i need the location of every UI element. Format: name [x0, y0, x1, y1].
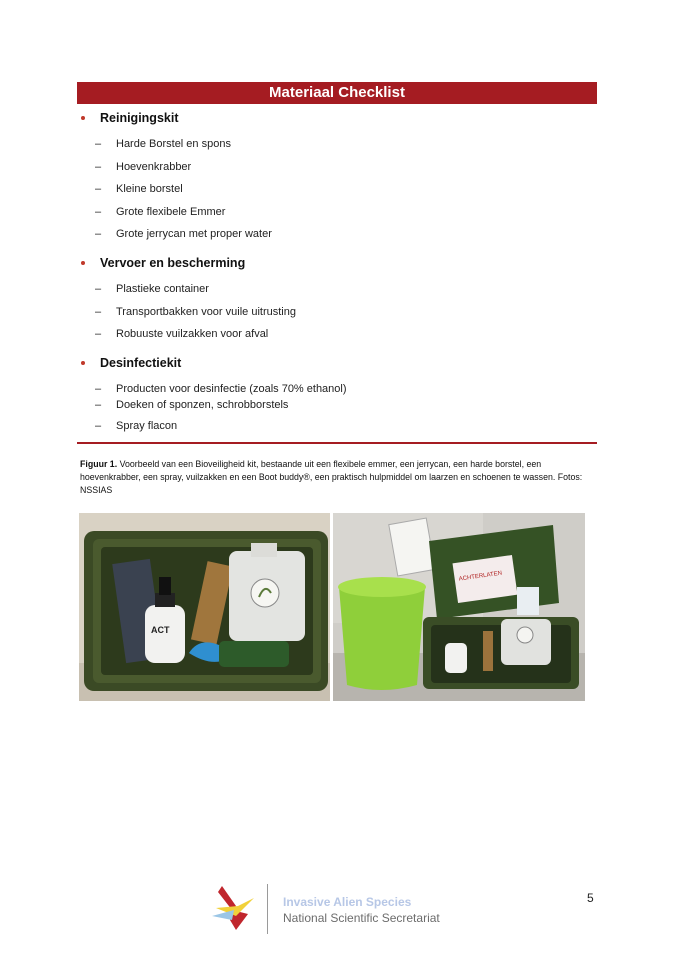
bullet-icon: [81, 361, 85, 365]
footer-divider: [267, 884, 268, 934]
list-item: [80, 138, 272, 151]
list-item-text: Spray flacon: [116, 419, 178, 432]
dash-icon: –: [95, 228, 102, 241]
dash-icon: –: [95, 328, 102, 340]
dash-icon: –: [95, 419, 102, 432]
photo-illustration: [79, 513, 330, 701]
figure-label: Figuur 1.: [80, 459, 118, 469]
list-item: [80, 420, 347, 433]
section-reinigingskit: [80, 110, 272, 251]
list-item: [80, 183, 272, 196]
dash-icon: –: [95, 205, 102, 218]
svg-text:ACHTERLATEN: ACHTERLATEN: [458, 570, 503, 583]
section-heading: [80, 110, 272, 126]
svg-text:ACT: ACT: [151, 625, 170, 635]
list-item-text: Grote flexibele Emmer: [116, 205, 226, 218]
footer-org-line2: National Scientific Secretariat: [283, 911, 440, 925]
list-item-text: Producten voor desinfectie (zoals 70% ethanol): [116, 383, 347, 395]
section-title: Vervoer en bescherming: [100, 256, 246, 270]
list-item: [80, 328, 296, 341]
dash-icon: –: [95, 183, 102, 196]
figure-caption-text: Voorbeeld van een Bioveiligheid kit, bestaande uit een flexibele emmer, een jerrycan, een harde borstel, een hoevenkrabber, een spray, vuilzakken en een Boot buddy®, een praktisch hulpmiddel om laarzen en schoenen te wassen. Fotos: NSSIAS: [80, 459, 583, 495]
list-item-text: Hoevenkrabber: [116, 160, 192, 173]
figure-caption: [80, 458, 600, 497]
list-item-text: Kleine borstel: [116, 183, 183, 196]
dash-icon: –: [95, 138, 102, 150]
section-heading: [80, 255, 296, 271]
section-title: Reinigingskit: [100, 111, 179, 125]
dash-icon: –: [95, 283, 102, 295]
ias-logo-icon: [212, 886, 256, 935]
list-item: [80, 306, 296, 319]
ias-logo-graphic: [212, 886, 256, 930]
section-desinfectiekit: [80, 355, 347, 435]
list-item-text: Grote jerrycan met proper water: [116, 228, 272, 241]
bullet-icon: [81, 261, 85, 265]
page-title: Materiaal Checklist: [77, 82, 597, 104]
divider: [77, 442, 597, 444]
list-item: [80, 228, 272, 241]
bullet-icon: [81, 116, 85, 120]
list-item: [80, 206, 272, 219]
list-item-text: Robuuste vuilzakken voor afval: [116, 328, 269, 340]
dash-icon: –: [95, 160, 102, 173]
section-title: Desinfectiekit: [100, 356, 182, 370]
list-item-text: Plastieke container: [116, 283, 209, 295]
list-item-text: Doeken of sponzen, schrobborstels: [116, 398, 289, 411]
dash-icon: –: [95, 383, 102, 395]
photo-illustration: [333, 513, 585, 701]
list-item-text: Transportbakken voor vuile uitrusting: [116, 305, 296, 318]
page-number: 5: [587, 891, 594, 905]
list-item: [80, 161, 272, 174]
section-heading: [80, 355, 347, 371]
list-item-text: Harde Borstel en spons: [116, 138, 231, 150]
section-vervoer-en-bescherming: [80, 255, 296, 351]
dash-icon: –: [95, 305, 102, 318]
photo-biosecurity-kit-box: [79, 513, 330, 701]
checklist: [80, 138, 272, 241]
footer-org-line1: Invasive Alien Species: [283, 895, 412, 909]
dash-icon: –: [95, 398, 102, 411]
list-item: [80, 383, 347, 396]
checklist: [80, 383, 347, 433]
list-item: [80, 283, 296, 296]
photo-biosecurity-kit-bucket: [333, 513, 585, 701]
checklist: [80, 283, 296, 341]
list-item: [80, 399, 347, 412]
